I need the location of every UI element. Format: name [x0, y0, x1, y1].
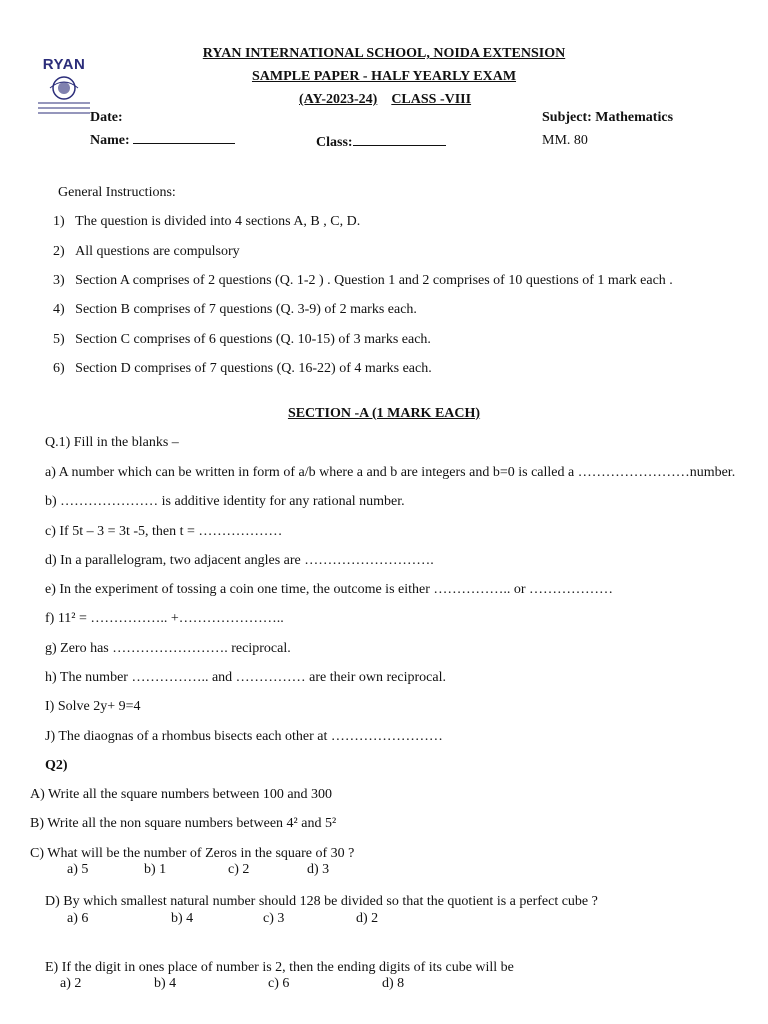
class-field — [316, 133, 446, 151]
instruction-item — [53, 302, 417, 318]
option: b) 1 — [144, 862, 167, 877]
option: b) 4 — [154, 976, 177, 991]
instruction-item — [53, 273, 673, 289]
name-field — [90, 131, 235, 149]
q1-title: Q.1) Fill in the blanks – — [45, 435, 179, 450]
option: c) 2 — [228, 862, 250, 877]
max-marks: MM. 80 — [542, 133, 588, 148]
q2c: C) What will be the number of Zeros in the square of 30 ? — [30, 846, 355, 861]
q1-item: a) A number which can be written in form of a/b where a and b are integers and b=0 is called a ……………………number. — [45, 465, 736, 480]
instructions-title: General Instructions: — [58, 185, 176, 200]
instruction-item — [53, 361, 432, 377]
option: d) 3 — [307, 862, 330, 877]
instruction-text: All questions are compulsory — [75, 244, 240, 259]
subject-label: Subject: Mathematics — [542, 110, 674, 125]
q2a: A) Write all the square numbers between 100 and 300 — [30, 787, 333, 802]
q1-item: J) The diaognas of a rhombus bisects each other at …………………… — [45, 729, 443, 744]
q1-item: c) If 5t – 3 = 3t -5, then t = ……………… — [45, 524, 283, 539]
logo-text: RYAN — [42, 56, 86, 73]
q1-item: g) Zero has ……………………. reciprocal. — [45, 641, 291, 656]
q2d: D) By which smallest natural number should 128 be divided so that the quotient is a perfect cube ? — [45, 894, 598, 909]
q1-item: b) ………………… is additive identity for any rational number. — [45, 494, 405, 509]
q1-item: e) In the experiment of tossing a coin one time, the outcome is either …………….. or ……………… — [45, 582, 614, 597]
instruction-item — [53, 244, 240, 260]
class-blank — [353, 133, 446, 146]
option: d) 8 — [382, 976, 405, 991]
q2-title: Q2) — [45, 758, 68, 773]
instruction-text: Section B comprises of 7 questions (Q. 3-9) of 2 marks each. — [75, 302, 417, 317]
q2b: B) Write all the non square numbers between 4² and 5² — [30, 816, 337, 831]
option: c) 3 — [263, 911, 285, 926]
instruction-text: Section A comprises of 2 questions (Q. 1-2 ) . Question 1 and 2 comprises of 10 questions of 1 mark each . — [75, 273, 673, 288]
option: d) 2 — [356, 911, 379, 926]
instruction-number: 5) — [53, 332, 65, 347]
instruction-number: 6) — [53, 361, 65, 376]
q2e: E) If the digit in ones place of number is 2, then the ending digits of its cube will be — [45, 960, 514, 975]
option: a) 2 — [60, 976, 82, 991]
q1-item: h) The number …………….. and …………… are their own reciprocal. — [45, 670, 446, 685]
q1-item: d) In a parallelogram, two adjacent angles are ………………………. — [45, 553, 434, 568]
class-label: Class: — [316, 135, 353, 150]
academic-year: (AY-2023-24) — [299, 92, 378, 107]
instruction-text: Section C comprises of 6 questions (Q. 10-15) of 3 marks each. — [75, 332, 431, 347]
instruction-item — [53, 214, 360, 230]
option: c) 6 — [268, 976, 290, 991]
school-logo — [30, 52, 98, 122]
q1-item: I) Solve 2y+ 9=4 — [45, 699, 141, 714]
exam-title: SAMPLE PAPER - HALF YEARLY EXAM — [251, 69, 517, 84]
academic-year-line — [299, 92, 471, 108]
instruction-item — [53, 332, 431, 348]
q1-item: f) 11² = …………….. +………………….. — [45, 611, 284, 626]
instruction-text: The question is divided into 4 sections A, B , C, D. — [75, 214, 361, 229]
instruction-number: 4) — [53, 302, 65, 317]
instruction-text: Section D comprises of 7 questions (Q. 16-22) of 4 marks each. — [75, 361, 432, 376]
instruction-number: 3) — [53, 273, 65, 288]
class-title: CLASS -VIII — [391, 92, 472, 107]
name-label: Name: — [90, 133, 130, 148]
school-name: RYAN INTERNATIONAL SCHOOL, NOIDA EXTENSION — [202, 46, 566, 61]
instruction-number: 2) — [53, 244, 65, 259]
name-blank — [133, 131, 235, 144]
logo-emblem-icon — [30, 52, 98, 122]
option: a) 6 — [67, 911, 89, 926]
section-a-title: SECTION -A (1 MARK EACH) — [287, 406, 481, 421]
instruction-number: 1) — [53, 214, 65, 229]
option: b) 4 — [171, 911, 194, 926]
option: a) 5 — [67, 862, 89, 877]
date-label: Date: — [90, 110, 123, 125]
